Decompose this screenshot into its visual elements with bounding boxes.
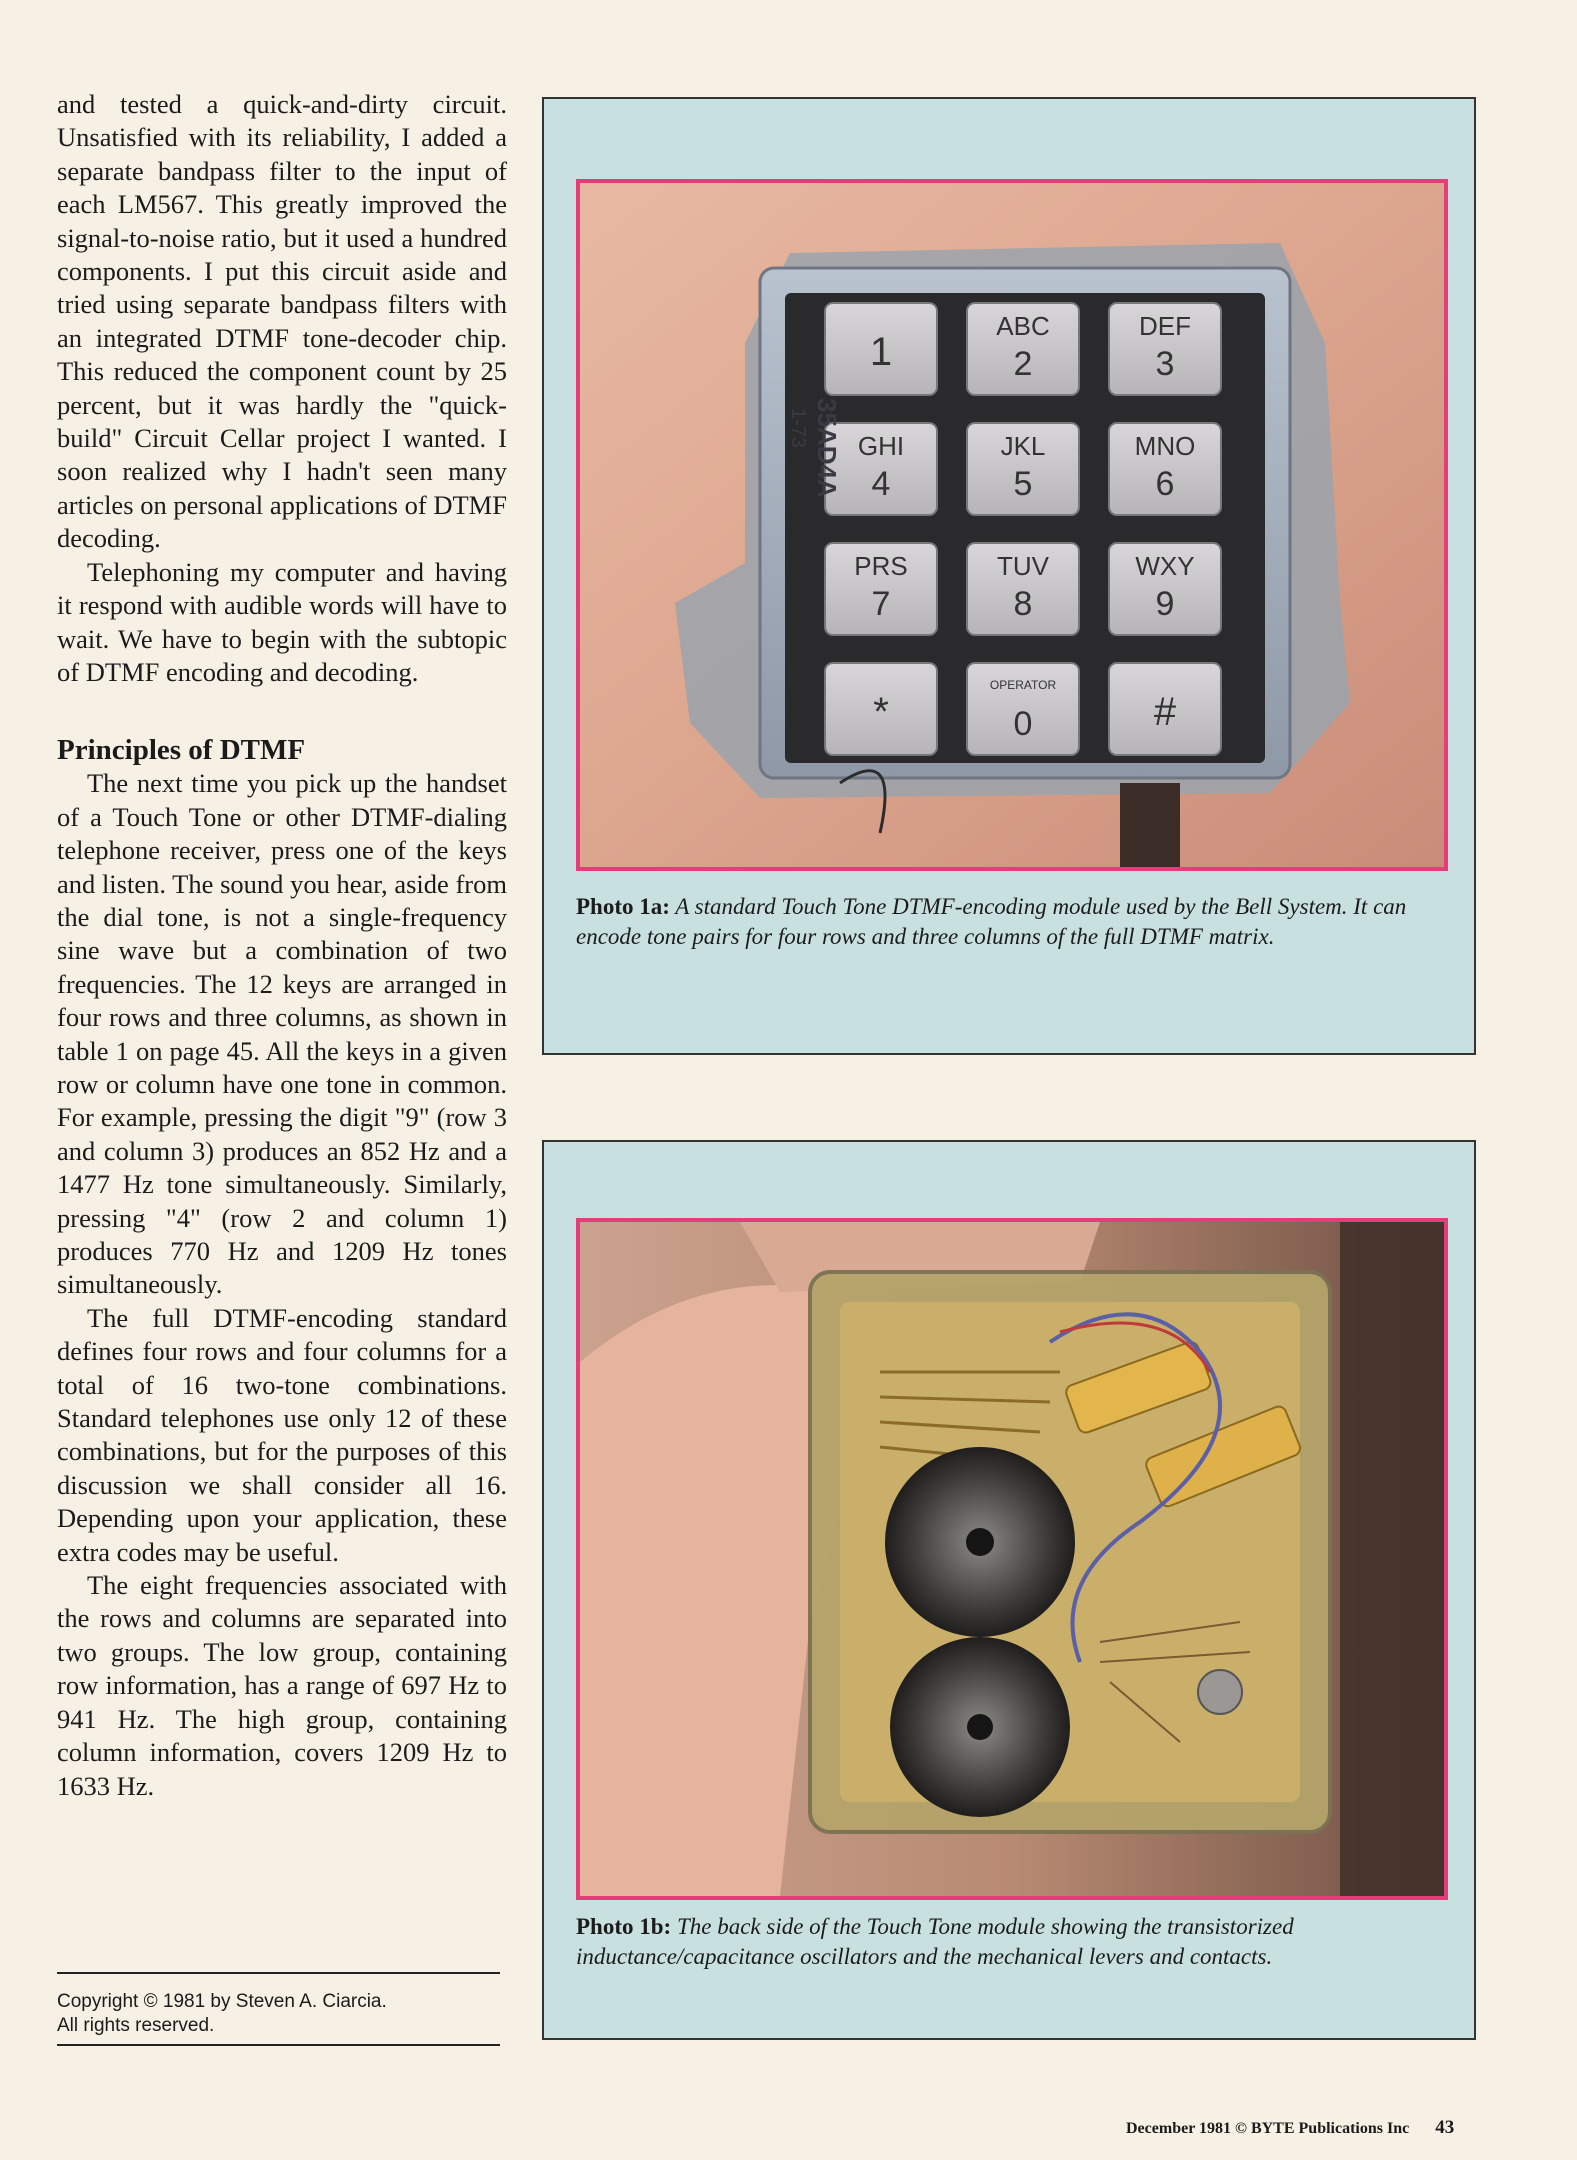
photo-1b-panel	[542, 1140, 1476, 2040]
key-digit: 6	[1155, 465, 1175, 503]
key-digit: 9	[1155, 585, 1175, 623]
key-letters: PRS	[854, 551, 908, 581]
key-letters: OPERATOR	[989, 678, 1057, 692]
article-paragraph: The full DTMF-encoding standard defines four rows and four columns for a total of 16 two-tone combinations. Standard telephones use only 12 of these combinations, but for the purposes of this discussion we shall consider all 16. Depending upon your application, these extra codes may be useful.	[57, 1302, 507, 1567]
caption-label: Photo 1a:	[576, 894, 670, 919]
page-footer	[1126, 2117, 1454, 2139]
photo-1b-caption	[576, 1912, 1446, 1972]
key-digit: 4	[871, 465, 891, 503]
section-heading: Principles of DTMF	[57, 734, 306, 767]
key-letters: TUV	[997, 551, 1049, 581]
circuit-photo	[580, 1222, 1444, 1896]
article-paragraph: The eight frequencies associated with the rows and columns are separated into two groups. The low group, containing row information, has a range of 697 Hz to 941 Hz. The high group, containing column information, covers 1209 Hz to 1633 Hz.	[57, 1570, 507, 1801]
keypad-key	[825, 663, 937, 755]
key-letters: DEF	[1139, 311, 1191, 341]
key-letters: ABC	[996, 311, 1050, 341]
keypad-key	[967, 543, 1079, 635]
keypad-photo	[580, 183, 1444, 867]
key-digit: *	[873, 690, 889, 734]
copyright-line: Copyright © 1981 by Steven A. Ciarcia.	[57, 1991, 387, 2012]
keypad-key	[1109, 303, 1221, 395]
key-digit: 5	[1013, 465, 1033, 503]
key-letters: JKL	[1000, 431, 1046, 461]
issue-line: December 1981 © BYTE Publications Inc	[1126, 2120, 1410, 2137]
keypad-key	[825, 543, 937, 635]
key-digit: 3	[1155, 345, 1175, 383]
keypad-key	[1109, 663, 1221, 755]
rights-line: All rights reserved.	[57, 2015, 215, 2036]
copyright-notice	[57, 1972, 500, 2046]
key-digit: 0	[1013, 705, 1033, 743]
key-digit: 8	[1013, 585, 1033, 623]
caption-text: A standard Touch Tone DTMF-encoding module used by the Bell System. It can encode tone pairs for four rows and three columns of the full DTMF matrix.	[576, 894, 1407, 949]
key-letters: GHI	[857, 431, 905, 461]
side-stamp-line2: 1-73	[787, 408, 809, 449]
side-stamp-line1: 35AD4A	[812, 398, 842, 498]
keypad-key	[967, 303, 1079, 395]
photo-1a	[576, 179, 1448, 871]
keypad-key	[967, 663, 1079, 755]
keypad-key	[1109, 543, 1221, 635]
key-digit: #	[1153, 690, 1177, 734]
key-digit: 2	[1013, 345, 1033, 383]
keypad-key	[967, 423, 1079, 515]
article-column	[57, 88, 507, 1803]
page-number: 43	[1435, 2117, 1455, 2138]
caption-label: Photo 1b:	[576, 1914, 672, 1939]
photo-1b	[576, 1218, 1448, 1900]
article-paragraph: and tested a quick-and-dirty circuit. Unsatisfied with its reliability, I added a separate bandpass filter to the input of each LM567. This greatly improved the signal-to-noise ratio, but it used a hundred components. I put this circuit aside and tried using separate bandpass filters with an integrated DTMF tone-decoder chip. This reduced the component count by 25 percent, but it was hardly the "quick-build" Circuit Cellar project I wanted. I soon realized why I hadn't seen many articles on personal applications of DTMF decoding.	[57, 89, 507, 554]
article-paragraph: The next time you pick up the handset of a Touch Tone or other DTMF-dialing telephone receiver, press one of the keys and listen. The sound you hear, aside from the dial tone, is not a single-frequency sine wave but a combination of two frequencies. The 12 keys are arranged in four rows and three columns, as shown in table 1 on page 45. All the keys in a given row or column have one tone in common. For example, pressing the digit "9" (row 3 and column 3) produces an 852 Hz and a 1477 Hz tone simultaneously. Similarly, pressing "4" (row 2 and column 1) produces 770 Hz and 1209 Hz tones simultaneously.	[57, 768, 507, 1300]
photo-1a-caption	[576, 892, 1446, 952]
article-paragraph: Telephoning my computer and having it respond with audible words will have to wait. We have to begin with the subtopic of DTMF encoding and decoding.	[57, 556, 507, 687]
keypad-key	[825, 303, 937, 395]
key-letters: MNO	[1134, 431, 1196, 461]
caption-text: The back side of the Touch Tone module showing the transistorized inductance/capacitance oscillators and the mechanical levers and contacts.	[576, 1914, 1294, 1969]
key-digit: 7	[871, 585, 891, 623]
keypad-key	[1109, 423, 1221, 515]
photo-1a-panel	[542, 97, 1476, 1055]
key-letters: WXY	[1135, 551, 1195, 581]
key-digit: 1	[869, 330, 893, 374]
